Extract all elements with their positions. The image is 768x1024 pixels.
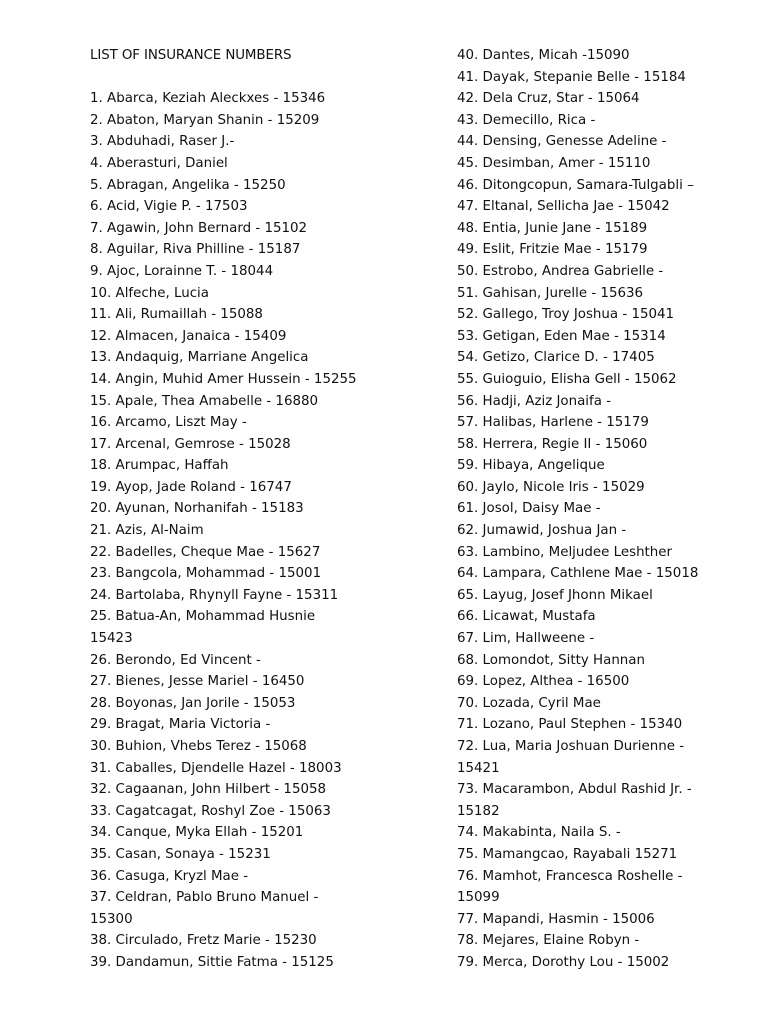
list-item: 67. Lim, Hallweene - [457,631,595,647]
list-item: 25. Batua-An, Mohammad Husnie [90,609,316,625]
list-item: 29. Bragat, Maria Victoria - [90,717,271,733]
list-item: 36. Casuga, Kryzl Mae - [90,868,249,884]
list-item: 22. Badelles, Cheque Mae - 15627 [90,544,321,560]
list-item: 64. Lampara, Cathlene Mae - 15018 [457,566,699,582]
list-item: 55. Guioguio, Elisha Gell - 15062 [457,371,677,387]
list-item: 65. Layug, Josef Jhonn Mikael [457,587,653,603]
list-item: 62. Jumawid, Joshua Jan - [457,523,627,539]
list-item: 60. Jaylo, Nicole Iris - 15029 [457,479,645,495]
list-item: 52. Gallego, Troy Joshua - 15041 [457,307,675,323]
document-title: LIST OF INSURANCE NUMBERS [90,48,292,63]
list-item: 26. Berondo, Ed Vincent - [90,652,261,668]
list-item: 73. Macarambon, Abdul Rashid Jr. - [457,782,692,798]
list-item: 21. Azis, Al-Naim [90,523,204,539]
list-item: 34. Canque, Myka Ellah - 15201 [90,825,304,841]
list-item: 23. Bangcola, Mohammad - 15001 [90,566,322,582]
list-item: 74. Makabinta, Naila S. - [457,825,621,841]
list-item: 70. Lozada, Cyril Mae [457,695,601,711]
list-item: 41. Dayak, Stepanie Belle - 15184 [457,69,686,85]
list-item: 19. Ayop, Jade Roland - 16747 [90,479,292,495]
list-item: 42. Dela Cruz, Star - 15064 [457,91,640,107]
list-item: 63. Lambino, Meljudee Leshther [457,544,673,560]
list-item: 11. Ali, Rumaillah - 15088 [90,307,263,323]
left-list [90,88,435,973]
list-item: 76. Mamhot, Francesca Roshelle - [457,868,683,884]
list-item: 12. Almacen, Janaica - 15409 [90,328,287,344]
list-item: 9. Ajoc, Lorainne T. - 18044 [90,263,274,279]
list-item: 15. Apale, Thea Amabelle - 16880 [90,393,319,409]
list-item: 1. Abarca, Keziah Aleckxes - 15346 [90,91,326,107]
list-item: 17. Arcenal, Gemrose - 15028 [90,436,291,452]
list-item: 50. Estrobo, Andrea Gabrielle - [457,263,664,279]
list-item: 15300 [90,911,133,927]
list-item: 66. Licawat, Mustafa [457,609,596,625]
left-column [90,45,435,974]
list-item: 71. Lozano, Paul Stephen - 15340 [457,717,683,733]
list-item: 39. Dandamun, Sittie Fatma - 15125 [90,954,334,970]
list-item: 46. Ditongcopun, Samara-Tulgabli – [457,177,694,193]
list-item: 49. Eslit, Fritzie Mae - 15179 [457,242,648,258]
list-item: 20. Ayunan, Norhanifah - 15183 [90,501,304,517]
list-item: 51. Gahisan, Jurelle - 15636 [457,285,644,301]
list-item: 2. Abaton, Maryan Shanin - 15209 [90,112,320,128]
list-item: 15182 [457,803,500,819]
list-item: 59. Hibaya, Angelique [457,458,605,474]
list-item: 7. Agawin, John Bernard - 15102 [90,220,308,236]
list-item: 48. Entia, Junie Jane - 15189 [457,220,648,236]
list-item: 6. Acid, Vigie P. - 17503 [90,199,248,215]
list-item: 61. Josol, Daisy Mae - [457,501,601,517]
title-spacer [90,67,435,89]
list-item: 37. Celdran, Pablo Bruno Manuel - [90,890,319,906]
list-item: 28. Boyonas, Jan Jorile - 15053 [90,695,296,711]
list-item: 16. Arcamo, Liszt May - [90,415,247,431]
list-item: 35. Casan, Sonaya - 15231 [90,846,271,862]
list-item: 44. Densing, Genesse Adeline - [457,134,667,150]
list-item: 54. Getizo, Clarice D. - 17405 [457,350,655,366]
list-item: 24. Bartolaba, Rhynyll Fayne - 15311 [90,587,339,603]
list-item: 78. Mejares, Elaine Robyn - [457,933,640,949]
list-item: 79. Merca, Dorothy Lou - 15002 [457,954,670,970]
list-item: 15099 [457,890,500,906]
list-item: 45. Desimban, Amer - 15110 [457,155,651,171]
list-item: 56. Hadji, Aziz Jonaifa - [457,393,612,409]
list-item: 13. Andaquig, Marriane Angelica [90,350,309,366]
list-item: 57. Halibas, Harlene - 15179 [457,415,649,431]
list-item: 18. Arumpac, Haffah [90,458,229,474]
list-item: 31. Caballes, Djendelle Hazel - 18003 [90,760,342,776]
list-item: 72. Lua, Maria Joshuan Durienne - [457,739,685,754]
list-item: 4. Aberasturi, Daniel [90,155,228,171]
list-item: 3. Abduhadi, Raser J.- [90,134,235,150]
list-item: 15421 [457,760,500,776]
list-item: 77. Mapandi, Hasmin - 15006 [457,911,655,927]
list-item: 5. Abragan, Angelika - 15250 [90,177,286,193]
list-item: 53. Getigan, Eden Mae - 15314 [457,328,666,344]
list-item: 38. Circulado, Fretz Marie - 15230 [90,933,317,949]
list-item: 30. Buhion, Vhebs Terez - 15068 [90,739,307,754]
list-item: 68. Lomondot, Sitty Hannan [457,652,645,668]
right-column [457,45,757,974]
list-item: 15423 [90,631,133,647]
list-item: 8. Aguilar, Riva Philline - 15187 [90,242,301,258]
list-item: 58. Herrera, Regie II - 15060 [457,436,648,452]
list-item: 10. Alfeche, Lucia [90,285,209,301]
list-item: 69. Lopez, Althea - 16500 [457,674,630,690]
list-item: 33. Cagatcagat, Roshyl Zoe - 15063 [90,803,331,819]
list-item: 14. Angin, Muhid Amer Hussein - 15255 [90,371,357,387]
right-list [457,45,757,974]
list-item: 32. Cagaanan, John Hilbert - 15058 [90,782,327,798]
list-item: 27. Bienes, Jesse Mariel - 16450 [90,674,305,690]
list-item: 40. Dantes, Micah -15090 [457,48,630,63]
list-item: 75. Mamangcao, Rayabali 15271 [457,846,678,862]
list-item: 47. Eltanal, Sellicha Jae - 15042 [457,199,670,215]
list-item: 43. Demecillo, Rica - [457,112,596,128]
